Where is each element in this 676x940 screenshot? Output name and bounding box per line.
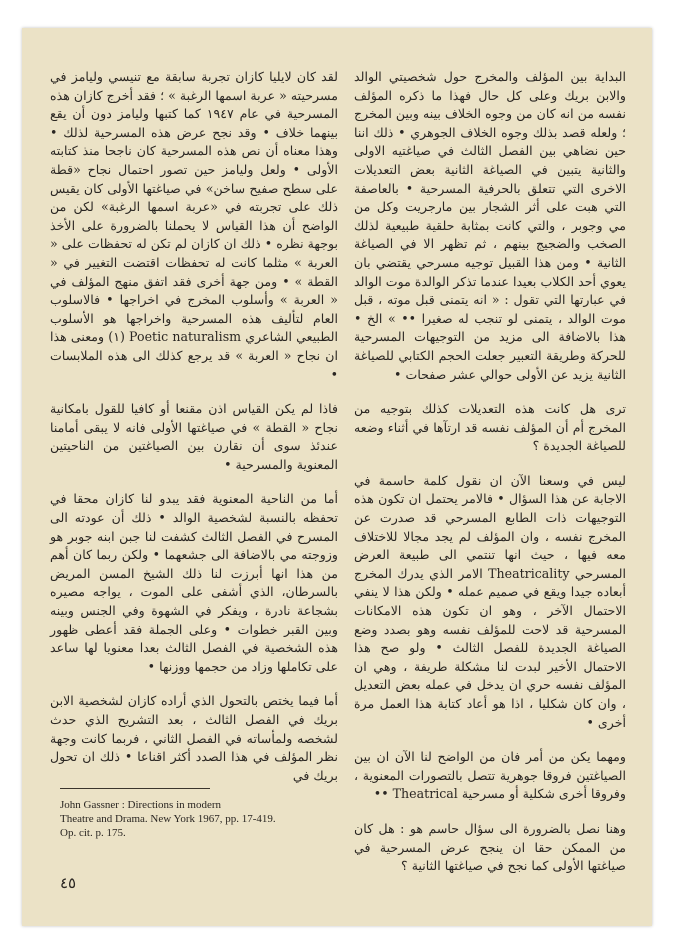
footnote-line: Op. cit. p. 175. [60,827,126,839]
footnotes [60,798,300,840]
paragraph: أما من الناحية المعنوية فقد يبدو لنا كازان محقا في تحفظه بالنسبة لشخصية الوالد • ذلك أن عودته الى المسرح في الفصل الثالث كشفت لنا جبن ابنه جوبر هو وزوجته مي بالاضافة الى جشعهما • ولكن ربما كان أهم من هذا انها أبرزت لنا ذلك الشيخ المسن المريض بالسرطان، الذي أشفى على الموت ، يواجه مصيره بشجاعة نادرة ، ويفكر في الشهوة وفي الجنس وبينه وبين القبر خطوات • وعلى الجملة فقد أعطى ظهور هذه الشخصية في الفصل الثالث بعدا معنويا لها ساعد على تكاملها وزاد من حجمها ووزنها • [50,491,338,674]
paragraph: البداية بين المؤلف والمخرج حول شخصيتي الوالد والابن بريك وعلى كل حال فهذا ما ذكره المؤلف نفسه من انه كان من وجوه الخلاف بينه وبين المخرج ؛ ولعله قصد بذلك وجوه الخلاف الجوهري • ذلك اننا حين نضاهي بين الفصل الثالث في صياغتيه الاولى والثانية يتبين في الصياغة الثانية بعض التعديلات الاخرى التي تتعلق بالحرفية المسرحية • بالعاصفة التي هبت على أثر الشجار بين مارجريت وكل من مي وجوبر ، والتي كانت بمثابة حلقية طبيعية لذلك الصخب والضجيج بينهم ، ثم تظهر الا في الصياغة الثانية • ومن هذا القبيل توجيه مسرحي يقتضي بان يعوي أحد الكلاب بعيدا عندما تذكر الوالدة موت الوالد في عبارتها التي تقول : « انه يتمنى قبل موته ، قبل موت الوالد ، يتمنى لو تنجب له صغيرا •• » الخ • هذا بالاضافة الى مزيد من التوجيهات المسرحية للحركة وطريقة التعبير جعلت الحجم الكتابي للصياغة الثانية يزيد عن الأولى حوالي عشر صفحات • [354,69,626,382]
footnote-line: John Gassner : Directions in modern [60,799,221,811]
left-text-column [50,68,338,801]
paragraph: ليس في وسعنا الآن ان نقول كلمة حاسمة في الاجابة عن هذا السؤال • فالامر يحتمل ان تكون هذه التوجيهات ذات الطابع المسرحي قد صدرت عن المخرج نفسه ، وان المؤلف لم يجد مجالا للاختلاف معه فيها ، حيث انها تنتمي الى طبيعة العرض المسرحي Theatricality الامر الذي يدرك المخرج أبعاده جيدا ويقع في صميم عمله • ولكن هذا لا ينفي الاحتمال الآخر ، وهو ان تكون هذه الامكانات المسرحية قد لاحت للمؤلف نفسه وهو بصدد وضع الصياغة الجديدة للفصل الثالث • ولو صح هذا الاحتمال الأخير لبدت لنا مشكلة طريفة ، وهي ان المؤلف نفسه حري ان يدخل في عمله بعض التعديل ، وان كان شكليا ، اذا هو أعاد كتابة هذا العمل مرة أخرى • [354,472,626,730]
paragraph: لقد كان لايليا كازان تجربة سابقة مع تنيسي وليامز في مسرحيته « عربة اسمها الرغبة » ؛ فقد أخرج كازان هذه المسرحية في عام ١٩٤٧ كما كتبها وليامز دون أن يقع بينهما خلاف • وقد نجح عرض هذه المسرحية لذلك • وهذا معناه أن نص هذه المسرحية كان ناجحا منذ كتابته الأولى • ولعل وليامز حين تصور احتمال نجاح «قطة على سطح صفيح ساخن» في صياغتها الأولى كان يقيس ذلك على تجربته في «عربة اسمها الرغبة» لكن من الواضح أن هذا القياس لا يحملنا بالضرورة على الأخذ بوجهة نظره • ذلك ان كازان لم تكن له تحفظات على « العربة » مثلما كانت له تحفظات اقتضت التغيير في « القطة » • ومن جهة أخرى فقد اتفق منهج المؤلف في « العربة » وأسلوب المخرج في اخراجها • فالاسلوب العام لتأليف هذه المسرحية واخراجها هو الأسلوب الطبيعي الشاعري Poetic naturalism (١) ومعنى هذا ان نجاح « العربة » قد يرجع كذلك الى هذه الملابسات • [50,69,338,382]
page-number: ٤٥ [60,874,77,892]
footnote-divider [60,788,210,789]
paragraph: وهنا نصل بالضرورة الى سؤال حاسم هو : هل كان من الممكن حقا ان ينجح عرض المسرحية في صياغتها الأولى كما نجح في صياغتها الثانية ؟ [354,820,626,874]
book-page [22,28,652,926]
footnote-line: Theatre and Drama. New York 1967, pp. 17-419. [60,813,276,825]
paragraph: أما فيما يختص بالتحول الذي أراده كازان لشخصية الابن بريك في الفصل الثالث ، بعد التشريح الذي حدث لشخصه ولمأساته في الفصل الثاني ، فربما كانت وجهة نظر المؤلف في هذا الصدد أكثر اقناعا • ذلك ان تحول بريك في [50,693,338,783]
right-text-column [354,68,626,892]
paragraph: ترى هل كانت هذه التعديلات كذلك بتوجيه من المخرج أم أن المؤلف نفسه قد ارتآها في أثناء وضعه للصياغة الجديدة ؟ [354,401,626,454]
paragraph: فاذا لم يكن القياس اذن مقنعا أو كافيا للقول بامكانية نجاح « القطة » في صياغتها الأولى فانه لا يبقى أمامنا عندئذ سوى أن نقارن بين الصياغتين من الناحيتين المعنوية والمسرحية • [50,401,338,472]
paragraph: ومهما يكن من أمر فان من الواضح لنا الآن ان بين الصياغتين فروقا جوهرية تتصل بالتصورات المعنوية ، وفروقا أخرى شكلية أو مسرحية Theatrical •• [354,749,626,802]
